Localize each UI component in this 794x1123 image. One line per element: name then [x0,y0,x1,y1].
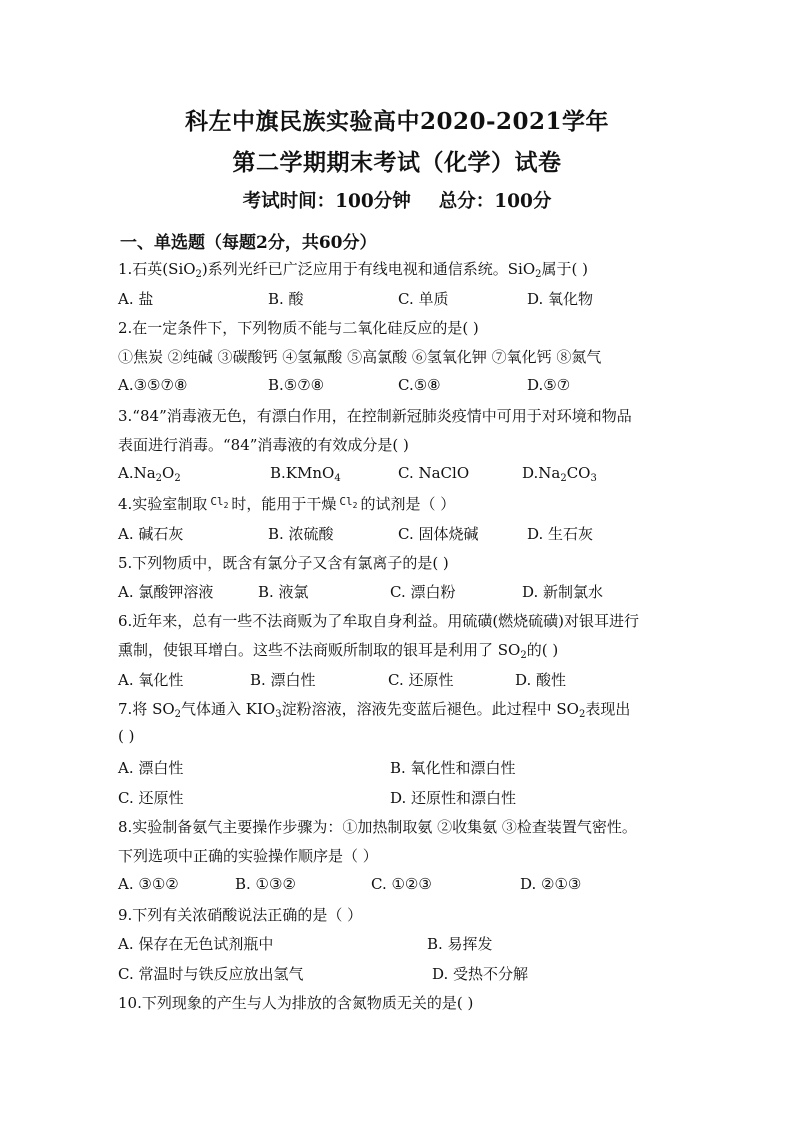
chlorine-formula-1: Cl2 [210,495,229,510]
question-3-line2: 表面进行消毒。“84”消毒液的有效成分是( ) [118,436,409,454]
q7-option-d: D. 还原性和漂白性 [390,789,517,807]
q4-option-a: A. 碱石灰 [118,525,184,543]
question-1-stem: 1.石英(SiO$_2$)系列光纤已广泛应用于有线电视和通信系统。SiO$_2$属于( ) [118,260,589,280]
question-8-line1: 8.实验制备氨气主要操作步骤为：①加热制取氨 ②收集氨 ③检查装置气密性。 [118,818,637,836]
q6-option-b: B. 漂白性 [250,671,316,689]
chlorine-formula-2: Cl2 [339,495,358,510]
q4-option-d: D. 生石灰 [527,525,594,543]
question-10-stem: 10.下列现象的产生与人为排放的含氮物质无关的是( ) [118,994,474,1012]
q2-option-b: B.⑤⑦⑧ [268,376,325,394]
q3-option-c: C. NaClO [398,464,470,482]
question-3-line1: 3.“84”消毒液无色，有漂白作用，在控制新冠肺炎疫情中可用于对环境和物品 [118,407,632,425]
q2-option-c: C.⑤⑧ [398,376,441,394]
exam-info [0,187,794,213]
q4-option-b: B. 浓硫酸 [268,525,334,543]
question-7-line2: ( ) [118,727,135,745]
q7-option-a: A. 漂白性 [118,759,184,777]
q1-option-c: C. 单质 [398,290,449,308]
q5-option-d: D. 新制氯水 [522,583,604,601]
q8-option-c: C. ①②③ [371,875,432,893]
q2-option-d: D.⑤⑦ [527,376,571,394]
question-6-line2: 熏制，使银耳增白。这些不法商贩所制取的银耳是利用了 $SO_2$的( ) [118,641,559,661]
q3-option-a: $A.Na_2O_2$ [118,464,181,484]
exam-title-line2: 第二学期期末考试（化学）试卷 [232,149,562,176]
question-2-list: ①焦炭 ②纯碱 ③碳酸钙 ④氢氟酸 ⑤高氯酸 ⑥氢氧化钾 ⑦氧化钙 ⑧氮气 [118,348,602,366]
q6-option-c: C. 还原性 [388,671,454,689]
exam-title-line1: 科左中旗民族实验高中2020-2021学年 [184,108,610,135]
q3-option-b: B.KMnO$_4$ [270,464,341,484]
q8-option-b: B. ①③② [235,875,296,893]
q5-option-a: A. 氯酸钾溶液 [118,583,214,601]
q5-option-c: C. 漂白粉 [390,583,456,601]
q1-option-b: B. 酸 [268,290,304,308]
q4-option-c: C. 固体烧碱 [398,525,479,543]
q9-option-a: A. 保存在无色试剂瓶中 [118,935,274,953]
q8-option-a: A. ③①② [118,875,179,893]
q2-option-a: A.③⑤⑦⑧ [118,376,188,394]
question-5-stem: 5.下列物质中，既含有氯分子又含有氯离子的是( ) [118,554,449,572]
q7-option-b: B. 氧化性和漂白性 [390,759,516,777]
question-9-stem: 9.下列有关浓硝酸说法正确的是（ ） [118,906,363,924]
q9-option-d: D. 受热不分解 [432,965,529,983]
q1-option-d: D. 氧化物 [527,290,594,308]
question-4-stem: 4.实验室制取 $^{Cl_2}$ 时，能用于干燥 $^{Cl_2}$ 的试剂是（ ） [118,495,456,513]
exam-time: 考试时间：100分钟 [242,191,411,212]
q7-option-c: C. 还原性 [118,789,184,807]
q9-option-b: B. 易挥发 [427,935,493,953]
question-7-line1: 7.将 $SO_2$气体通入 $KIO_3$淀粉溶液，溶液先变蓝后褪色。此过程中 $SO_2$表现出 [118,700,631,720]
section-heading: 一、单选题（每题2分，共60分） [120,233,377,253]
question-8-line2: 下列选项中正确的实验操作顺序是（ ） [118,847,378,865]
question-6-line1: 6.近年来，总有一些不法商贩为了牟取自身利益。用硫磺(燃烧硫磺)对银耳进行 [118,612,640,630]
q6-option-a: A. 氧化性 [118,671,184,689]
q3-option-d: $D.Na_2CO_3$ [522,464,597,484]
q9-option-c: C. 常温时与铁反应放出氢气 [118,965,304,983]
q6-option-d: D. 酸性 [515,671,567,689]
question-2-stem: 2.在一定条件下，下列物质不能与二氧化硅反应的是( ) [118,319,479,337]
total-score: 总分：100分 [438,191,552,212]
q5-option-b: B. 液氯 [258,583,309,601]
q8-option-d: D. ②①③ [520,875,582,893]
q1-option-a: A. 盐 [118,290,154,308]
